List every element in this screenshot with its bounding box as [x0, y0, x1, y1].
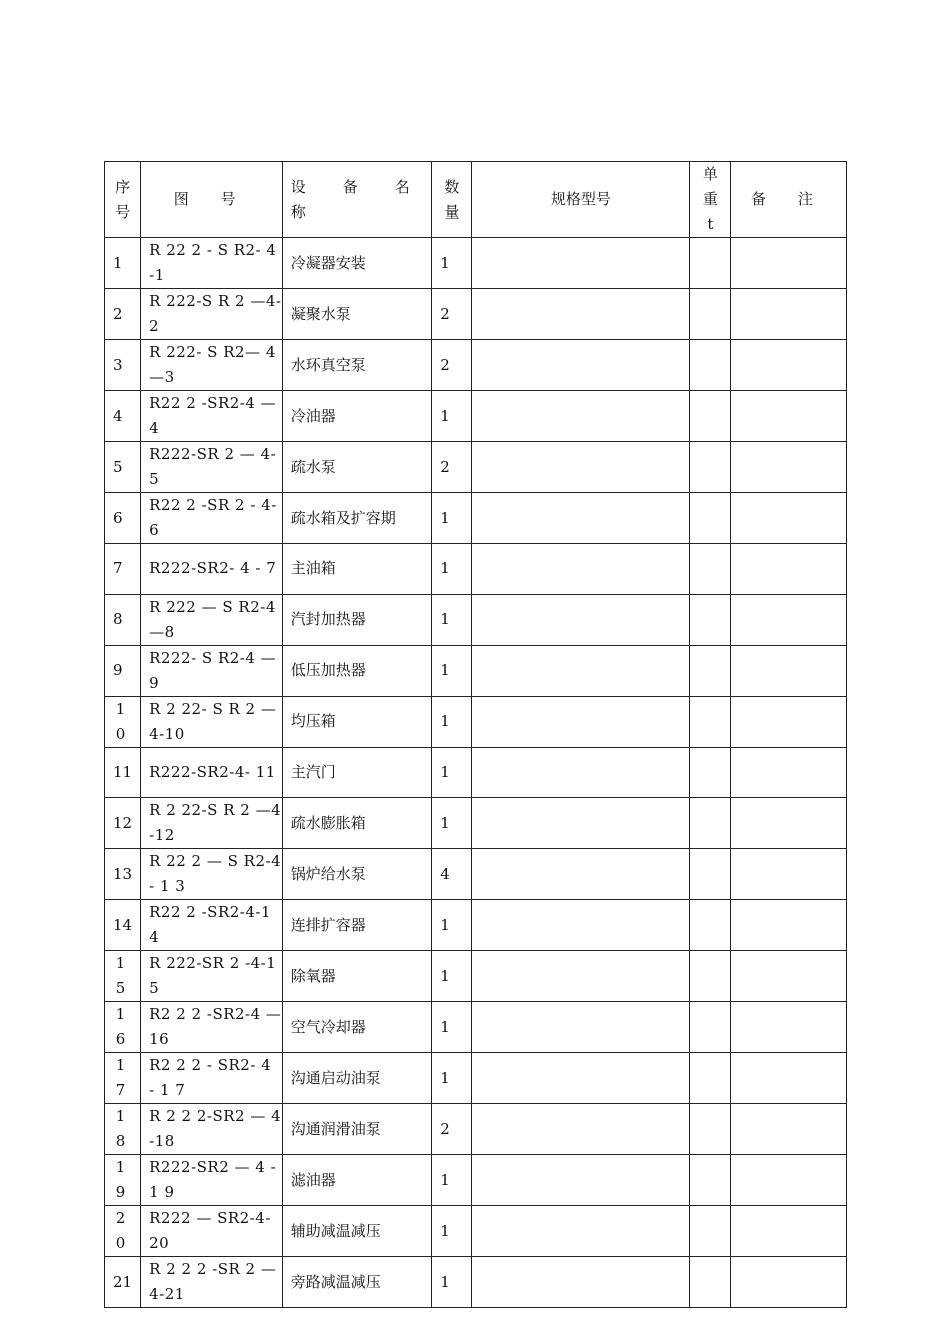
cell-no-text: 16 [115, 1005, 126, 1049]
cell-drawing-text: R 222-SR 2 -4-15 [149, 954, 277, 998]
cell-drawing [141, 645, 283, 696]
cell-qty [432, 1206, 472, 1257]
cell-name [282, 849, 432, 900]
cell-spec [472, 1206, 690, 1257]
cell-qty-text: 1 [440, 406, 450, 425]
cell-name-text: 均压箱 [290, 712, 336, 731]
equipment-table [104, 161, 847, 1308]
cell-name-text: 冷凝器安装 [290, 253, 366, 272]
table-row [105, 1053, 847, 1104]
cell-drawing [141, 442, 283, 493]
cell-name-text: 凝聚水泵 [290, 304, 351, 323]
cell-no-text: 3 [113, 355, 123, 374]
cell-no [105, 391, 141, 442]
cell-drawing-text: R 222-S R 2 —4-2 [149, 292, 282, 335]
cell-name [282, 340, 432, 391]
cell-drawing-text: R2 2 2 -SR2-4 —16 [149, 1005, 282, 1049]
cell-weight [690, 594, 731, 645]
cell-remark [731, 1053, 847, 1104]
cell-no [105, 594, 141, 645]
cell-no [105, 1104, 141, 1155]
cell-weight [690, 645, 731, 696]
cell-no-text: 6 [113, 508, 123, 527]
cell-qty-text: 2 [440, 1119, 450, 1138]
table-row [105, 645, 847, 696]
cell-qty [432, 289, 472, 340]
cell-no-text: 8 [113, 610, 123, 629]
cell-drawing-text: R 222 — S R2-4—8 [149, 597, 276, 641]
header-qty: 数量 [432, 162, 472, 238]
table-row [105, 391, 847, 442]
cell-no-text: 15 [115, 954, 126, 998]
cell-weight [690, 1257, 731, 1308]
cell-spec [472, 798, 690, 849]
cell-no-text: 19 [115, 1158, 126, 1202]
cell-weight [690, 340, 731, 391]
cell-qty [432, 493, 472, 544]
cell-name [282, 544, 432, 595]
cell-weight [690, 900, 731, 951]
cell-name-text: 辅助减温减压 [290, 1221, 381, 1240]
cell-qty [432, 951, 472, 1002]
cell-no [105, 747, 141, 798]
cell-name-text: 冷油器 [290, 406, 336, 425]
cell-drawing-text: R2 2 2 - SR2- 4 - 1 7 [149, 1056, 272, 1100]
cell-name [282, 1002, 432, 1053]
cell-name [282, 289, 432, 340]
cell-name [282, 900, 432, 951]
cell-drawing [141, 289, 283, 340]
cell-drawing-text: R222-SR 2 — 4-5 [149, 445, 277, 488]
cell-no [105, 951, 141, 1002]
cell-no [105, 544, 141, 595]
cell-qty-text: 1 [440, 1272, 450, 1291]
cell-no [105, 442, 141, 493]
cell-qty-text: 1 [440, 559, 450, 578]
cell-qty-text: 1 [440, 712, 450, 731]
cell-qty-text: 2 [440, 304, 450, 323]
cell-drawing [141, 594, 283, 645]
cell-name [282, 493, 432, 544]
cell-drawing [141, 340, 283, 391]
cell-no-text: 17 [115, 1056, 126, 1100]
table-row [105, 594, 847, 645]
cell-qty [432, 1053, 472, 1104]
cell-drawing [141, 798, 283, 849]
cell-weight [690, 849, 731, 900]
cell-remark [731, 289, 847, 340]
cell-name [282, 696, 432, 747]
cell-no [105, 340, 141, 391]
cell-drawing [141, 238, 283, 289]
cell-name-text: 汽封加热器 [290, 610, 366, 629]
cell-name [282, 951, 432, 1002]
cell-name [282, 645, 432, 696]
cell-qty-text: 1 [440, 1221, 450, 1240]
cell-spec [472, 696, 690, 747]
cell-drawing-text: R22 2 -SR2-4 —4 [149, 394, 277, 437]
cell-drawing-text: R222 — SR2-4- 20 [149, 1209, 271, 1253]
cell-no [105, 1206, 141, 1257]
cell-spec [472, 1257, 690, 1308]
cell-no-text: 2 [113, 304, 123, 323]
cell-drawing [141, 1002, 283, 1053]
cell-weight [690, 238, 731, 289]
cell-drawing-text: R222-SR2-4- 11 [149, 762, 276, 781]
cell-drawing [141, 849, 283, 900]
cell-remark [731, 493, 847, 544]
cell-no-text: 11 [113, 762, 133, 781]
cell-spec [472, 289, 690, 340]
cell-drawing-text: R 2 22- S R 2 —4-10 [149, 699, 277, 743]
cell-name-text: 沟通润滑油泵 [290, 1119, 381, 1138]
cell-no [105, 1257, 141, 1308]
cell-no-text: 13 [113, 864, 133, 883]
cell-remark [731, 798, 847, 849]
cell-drawing [141, 1053, 283, 1104]
cell-qty-text: 1 [440, 915, 450, 934]
cell-qty [432, 645, 472, 696]
cell-name-text: 疏水箱及扩容期 [290, 508, 396, 527]
cell-remark [731, 1206, 847, 1257]
cell-no [105, 849, 141, 900]
cell-name-text: 水环真空泵 [290, 355, 366, 374]
cell-qty [432, 798, 472, 849]
cell-spec [472, 849, 690, 900]
cell-name-text: 低压加热器 [290, 661, 366, 680]
cell-no [105, 900, 141, 951]
cell-name-text: 疏水膨胀箱 [290, 813, 366, 832]
cell-remark [731, 1257, 847, 1308]
cell-name-text: 旁路减温减压 [290, 1272, 381, 1291]
table-row [105, 798, 847, 849]
cell-drawing [141, 1206, 283, 1257]
cell-remark [731, 1002, 847, 1053]
cell-spec [472, 544, 690, 595]
cell-qty [432, 544, 472, 595]
cell-name-text: 主油箱 [290, 559, 336, 578]
cell-drawing [141, 696, 283, 747]
table-row [105, 289, 847, 340]
cell-weight [690, 747, 731, 798]
cell-drawing-text: R222-SR2 — 4 - 1 9 [149, 1158, 277, 1202]
cell-no [105, 493, 141, 544]
cell-name-text: 滤油器 [290, 1170, 336, 1189]
cell-name [282, 238, 432, 289]
cell-drawing [141, 951, 283, 1002]
table-row [105, 951, 847, 1002]
cell-no-text: 4 [113, 406, 123, 425]
cell-drawing-text: R22 2 -SR 2 - 4-6 [149, 496, 277, 539]
table-row [105, 1257, 847, 1308]
header-remark: 备 注 [731, 162, 847, 238]
cell-name [282, 1053, 432, 1104]
cell-qty [432, 1104, 472, 1155]
cell-remark [731, 391, 847, 442]
cell-name-text: 空气冷却器 [290, 1017, 366, 1036]
cell-no-text: 14 [113, 915, 133, 934]
cell-qty [432, 442, 472, 493]
cell-qty-text: 1 [440, 1170, 450, 1189]
cell-remark [731, 594, 847, 645]
cell-drawing [141, 747, 283, 798]
cell-no-text: 10 [115, 699, 126, 743]
cell-spec [472, 391, 690, 442]
table-row [105, 1206, 847, 1257]
header-drawing: 图 号 [141, 162, 283, 238]
cell-no [105, 289, 141, 340]
cell-spec [472, 493, 690, 544]
cell-qty [432, 340, 472, 391]
table-row [105, 340, 847, 391]
cell-name [282, 391, 432, 442]
cell-spec [472, 951, 690, 1002]
cell-spec [472, 238, 690, 289]
cell-qty-text: 1 [440, 762, 450, 781]
cell-spec [472, 1155, 690, 1206]
cell-no [105, 696, 141, 747]
cell-remark [731, 544, 847, 595]
cell-no [105, 1002, 141, 1053]
cell-drawing-text: R 2 2 2 -SR 2 —4-21 [149, 1260, 277, 1304]
cell-no [105, 1053, 141, 1104]
cell-qty-text: 1 [440, 1017, 450, 1036]
cell-weight [690, 1002, 731, 1053]
cell-drawing [141, 544, 283, 595]
header-name: 设 备 名 称 [282, 162, 432, 238]
cell-drawing-text: R 22 2 - S R2- 4 -1 [149, 241, 277, 284]
cell-drawing [141, 1155, 283, 1206]
cell-qty-text: 2 [440, 355, 450, 374]
cell-qty-text: 4 [440, 864, 450, 883]
cell-qty [432, 696, 472, 747]
table-row [105, 442, 847, 493]
cell-no-text: 21 [113, 1272, 133, 1291]
cell-name-text: 主汽门 [290, 762, 336, 781]
table-row [105, 849, 847, 900]
cell-qty-text: 1 [440, 253, 450, 272]
cell-weight [690, 391, 731, 442]
table-row [105, 900, 847, 951]
table-row [105, 493, 847, 544]
cell-no [105, 798, 141, 849]
cell-name [282, 798, 432, 849]
cell-weight [690, 1206, 731, 1257]
cell-remark [731, 1155, 847, 1206]
cell-name [282, 1104, 432, 1155]
cell-qty-text: 1 [440, 966, 450, 985]
table-row [105, 696, 847, 747]
cell-qty-text: 2 [440, 457, 450, 476]
cell-no [105, 238, 141, 289]
header-spec: 规格型号 [472, 162, 690, 238]
cell-no-text: 18 [115, 1107, 126, 1151]
cell-name [282, 1155, 432, 1206]
cell-spec [472, 340, 690, 391]
cell-spec [472, 747, 690, 798]
cell-qty-text: 1 [440, 610, 450, 629]
cell-weight [690, 951, 731, 1002]
cell-spec [472, 1002, 690, 1053]
table-row [105, 238, 847, 289]
cell-drawing-text: R222-SR2- 4 - 7 [149, 559, 277, 578]
cell-no [105, 645, 141, 696]
cell-drawing-text: R22 2 -SR2-4-1 4 [149, 903, 272, 947]
cell-qty [432, 900, 472, 951]
cell-qty-text: 1 [440, 813, 450, 832]
cell-drawing [141, 900, 283, 951]
cell-qty-text: 1 [440, 508, 450, 527]
cell-remark [731, 442, 847, 493]
cell-drawing-text: R 22 2 — S R2-4- 1 3 [149, 852, 282, 896]
cell-remark [731, 645, 847, 696]
cell-name [282, 1206, 432, 1257]
cell-no-text: 9 [113, 661, 123, 680]
cell-no-text: 5 [113, 457, 123, 476]
table-row [105, 747, 847, 798]
cell-no-text: 20 [115, 1209, 126, 1253]
cell-name-text: 疏水泵 [290, 457, 336, 476]
cell-spec [472, 442, 690, 493]
cell-weight [690, 798, 731, 849]
cell-weight [690, 289, 731, 340]
cell-name [282, 594, 432, 645]
cell-weight [690, 696, 731, 747]
cell-drawing [141, 391, 283, 442]
cell-spec [472, 1104, 690, 1155]
cell-no-text: 7 [113, 559, 123, 578]
cell-remark [731, 238, 847, 289]
cell-qty [432, 594, 472, 645]
cell-drawing-text: R222- S R2-4 —9 [149, 648, 277, 692]
cell-qty [432, 849, 472, 900]
cell-drawing [141, 1104, 283, 1155]
cell-remark [731, 951, 847, 1002]
cell-qty [432, 391, 472, 442]
cell-weight [690, 544, 731, 595]
cell-remark [731, 747, 847, 798]
cell-weight [690, 1053, 731, 1104]
cell-drawing [141, 1257, 283, 1308]
cell-remark [731, 340, 847, 391]
header-no: 序号 [105, 162, 141, 238]
cell-remark [731, 900, 847, 951]
cell-remark [731, 696, 847, 747]
cell-weight [690, 493, 731, 544]
cell-qty-text: 1 [440, 661, 450, 680]
cell-qty [432, 238, 472, 289]
table-row [105, 1155, 847, 1206]
cell-name-text: 锅炉给水泵 [290, 864, 366, 883]
cell-drawing-text: R 2 22-S R 2 —4-12 [149, 801, 282, 845]
cell-spec [472, 1053, 690, 1104]
cell-spec [472, 645, 690, 696]
cell-no [105, 1155, 141, 1206]
cell-drawing [141, 493, 283, 544]
cell-qty [432, 747, 472, 798]
cell-drawing-text: R 2 2 2-SR2 — 4 -18 [149, 1107, 282, 1151]
cell-qty [432, 1002, 472, 1053]
cell-weight [690, 1155, 731, 1206]
cell-name-text: 沟通启动油泵 [290, 1068, 381, 1087]
header-weight: 单重t [690, 162, 731, 238]
table-row [105, 544, 847, 595]
cell-weight [690, 1104, 731, 1155]
cell-qty-text: 1 [440, 1068, 450, 1087]
cell-qty [432, 1257, 472, 1308]
cell-spec [472, 594, 690, 645]
cell-remark [731, 1104, 847, 1155]
cell-name [282, 442, 432, 493]
cell-name-text: 连排扩容器 [290, 915, 366, 934]
table-row [105, 1104, 847, 1155]
cell-name [282, 1257, 432, 1308]
cell-qty [432, 1155, 472, 1206]
cell-spec [472, 900, 690, 951]
table-row [105, 1002, 847, 1053]
cell-no-text: 1 [113, 253, 123, 272]
cell-drawing-text: R 222- S R2— 4 —3 [149, 343, 276, 386]
cell-weight [690, 442, 731, 493]
cell-name [282, 747, 432, 798]
cell-no-text: 12 [113, 813, 133, 832]
cell-name-text: 除氧器 [290, 966, 336, 985]
cell-remark [731, 849, 847, 900]
table-header-row [105, 162, 847, 238]
